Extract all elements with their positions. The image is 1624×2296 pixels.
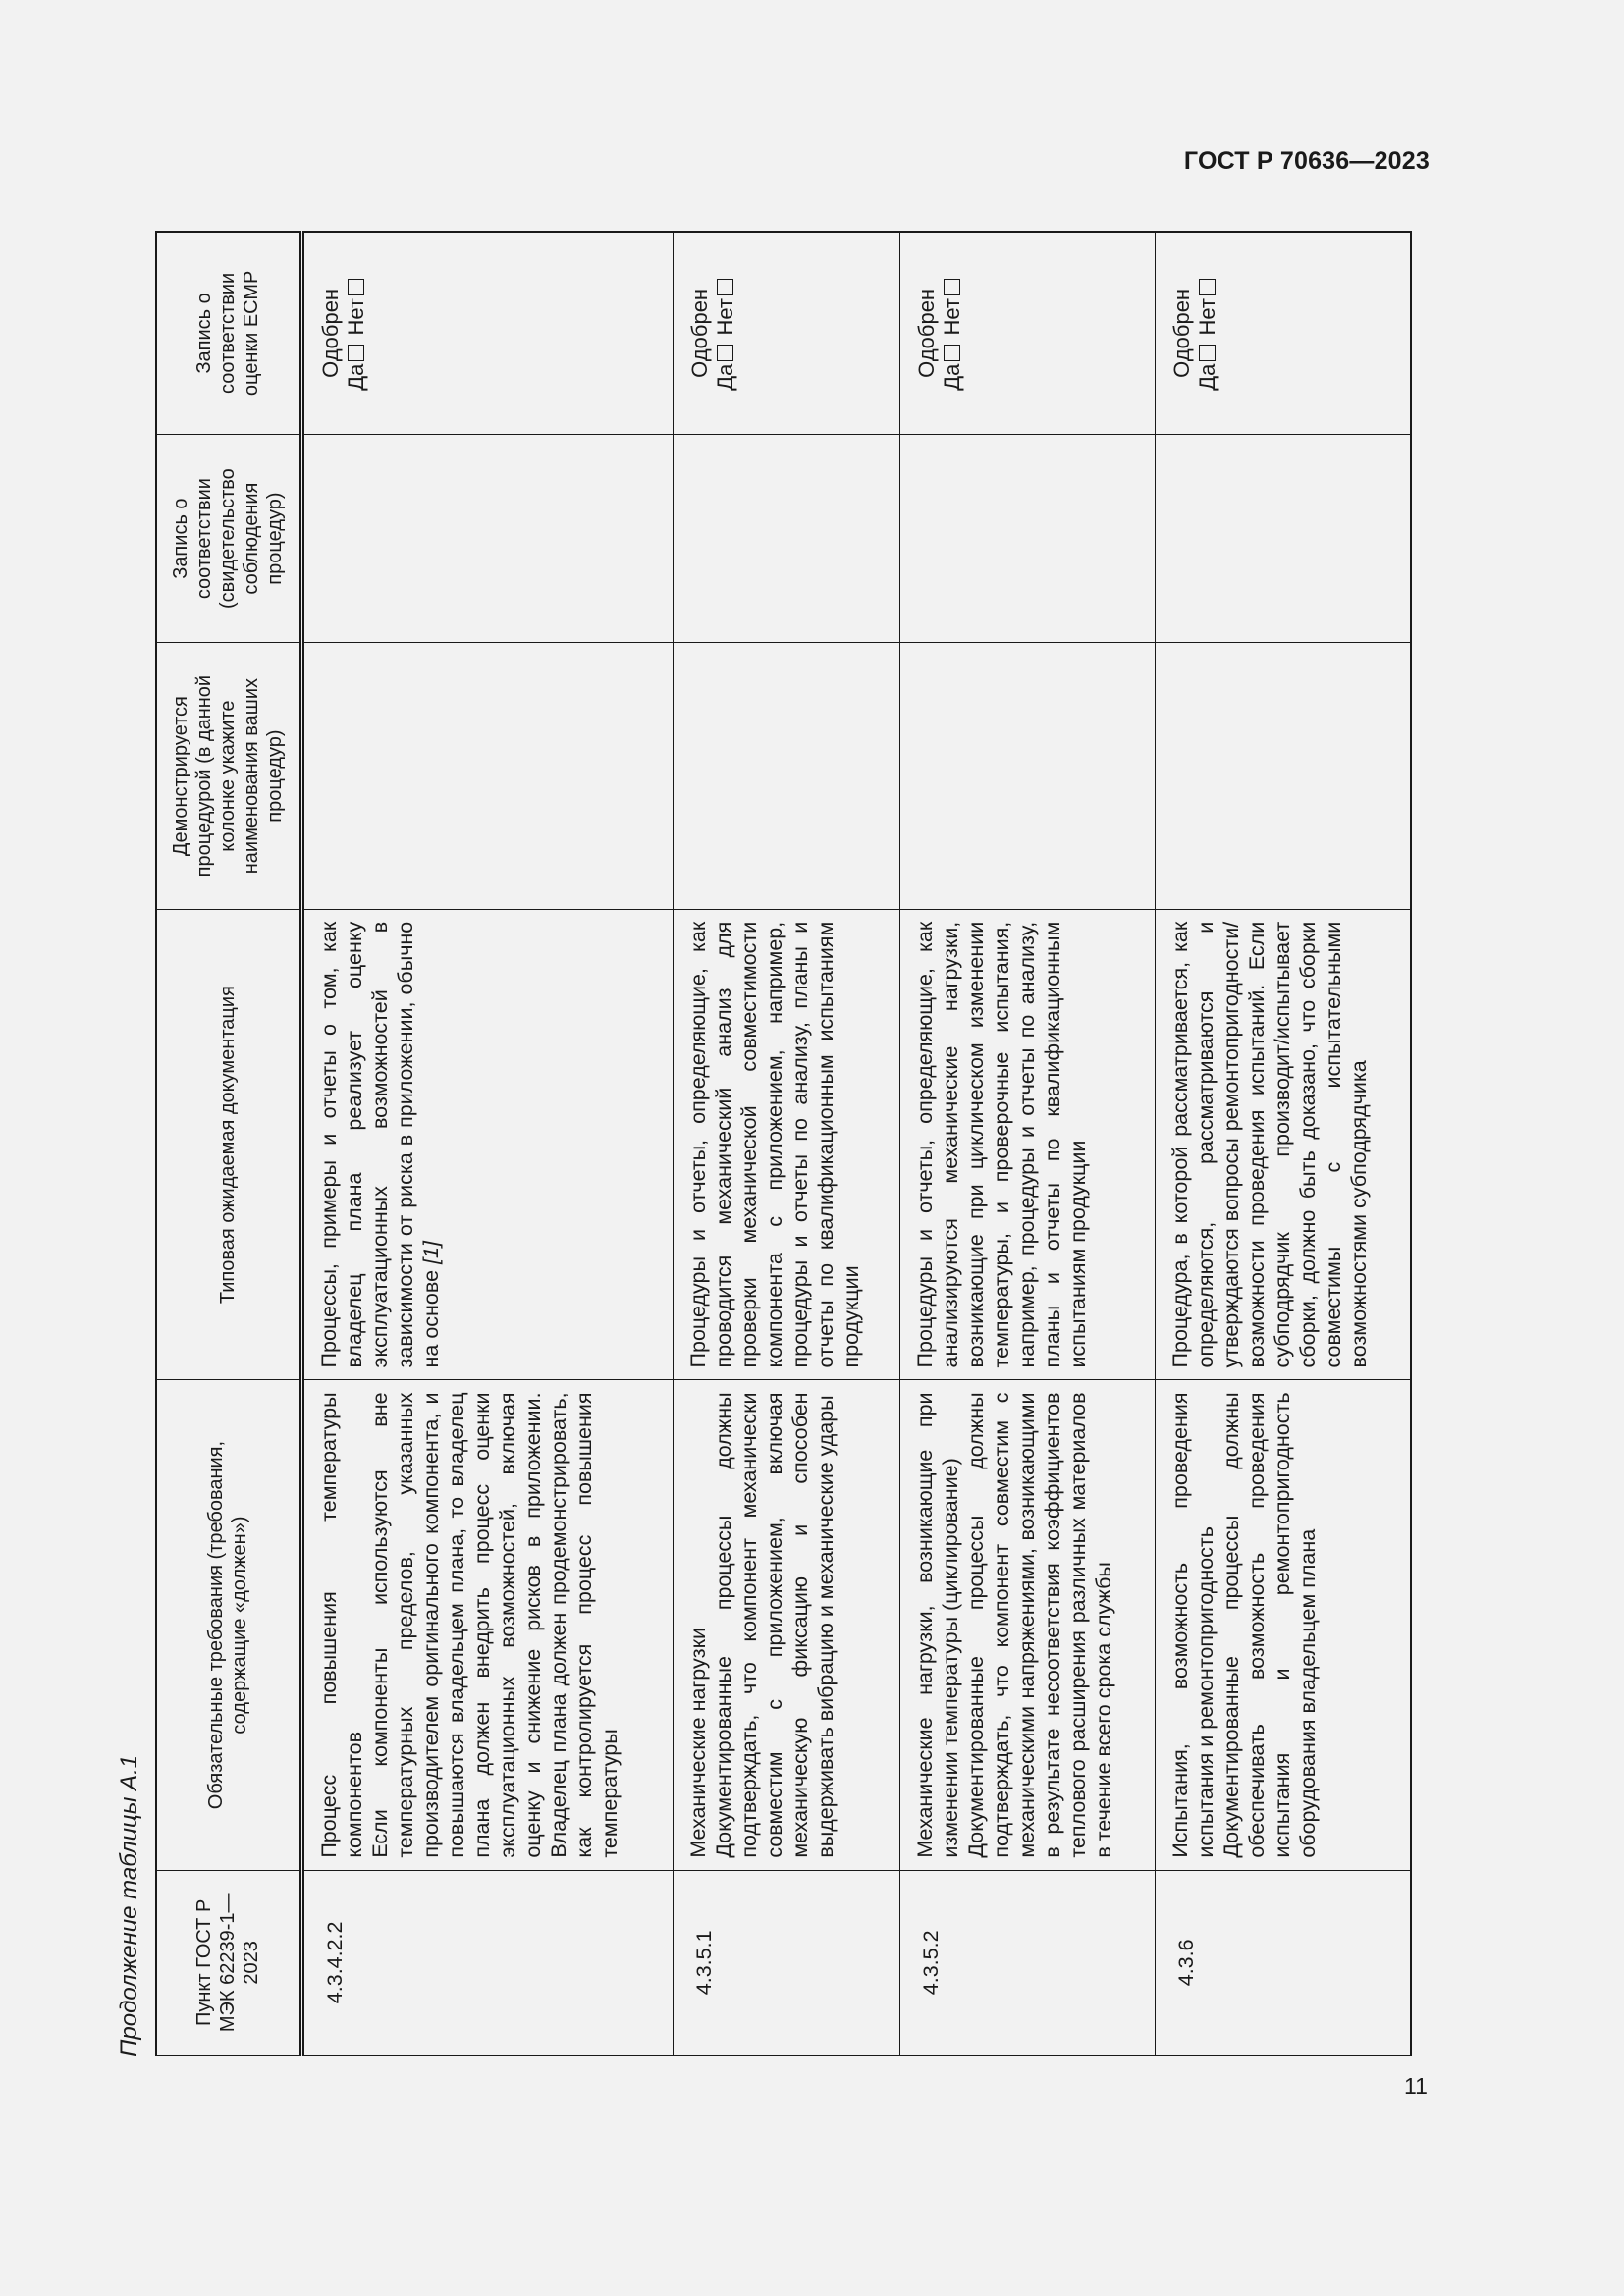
requirement-cell bbox=[673, 1380, 899, 1870]
no-checkbox[interactable] bbox=[1199, 279, 1216, 295]
clause-cell: 4.3.5.1 bbox=[673, 1870, 899, 2056]
no-label: Нет bbox=[712, 298, 737, 336]
approval-cell bbox=[301, 232, 673, 434]
requirement-text: Если компоненты используются вне температурных пределов, указанных производителем оригинального компонента, и повышаются владельцем плана, то владелец плана должен внедрить процесс оценки эксплуатационных возможностей, включая оценку и снижение рисков в приложении. Владелец плана должен продемонстрировать, как контролируется процесс повышения температуры bbox=[367, 1392, 622, 1858]
no-checkbox[interactable] bbox=[944, 279, 960, 295]
no-label: Нет bbox=[939, 298, 964, 336]
requirement-text: Документированные процессы должны обеспечивать возможность проведения испытания и ремонтопригодность оборудования владельцем плана bbox=[1218, 1392, 1320, 1858]
header-demonstrated: Демонстрируется процедурой (в данной колонке укажите наименования ваших процедур) bbox=[156, 643, 301, 909]
documentation-text: Процедуры и отчеты, определяющие, как проводится механический анализ для проверки механической совместимости компонента с приложением, например, процедуры и отчеты по анализу, планы и отчеты по квалификационным испытаниям продукции bbox=[685, 921, 863, 1368]
requirement-title: Механические нагрузки, возникающие при изменении температуры (циклирование) bbox=[912, 1392, 962, 1858]
document-id: ГОСТ Р 70636—2023 bbox=[1183, 147, 1430, 175]
requirement-title: Испытания, возможность проведения испытания и ремонтопригодность bbox=[1167, 1392, 1218, 1858]
table-row bbox=[899, 232, 1155, 2056]
record-cell bbox=[301, 434, 673, 643]
yes-label: Да bbox=[343, 363, 368, 391]
table-row bbox=[673, 232, 899, 2056]
no-checkbox[interactable] bbox=[717, 279, 733, 295]
header-documentation: Типовая ожидаемая документация bbox=[156, 909, 301, 1380]
yes-checkbox[interactable] bbox=[717, 345, 733, 361]
requirement-title: Процесс повышения температуры компонентов bbox=[316, 1392, 366, 1858]
clause-cell: 4.3.6 bbox=[1155, 1870, 1411, 2056]
clause-cell: 4.3.5.2 bbox=[899, 1870, 1155, 2056]
approval-cell bbox=[673, 232, 899, 434]
documentation-cell bbox=[899, 909, 1155, 1380]
demonstrated-cell bbox=[673, 643, 899, 909]
no-checkbox[interactable] bbox=[348, 279, 364, 295]
yes-checkbox[interactable] bbox=[1199, 345, 1216, 361]
yes-checkbox[interactable] bbox=[944, 345, 960, 361]
demonstrated-cell bbox=[301, 643, 673, 909]
approval-cell bbox=[899, 232, 1155, 434]
table-caption: Продолжение таблицы А.1 bbox=[116, 1754, 142, 2056]
header-requirements: Обязательные требования (требования, содержащие «должен») bbox=[156, 1380, 301, 1870]
yes-label: Да bbox=[939, 363, 964, 391]
yes-checkbox[interactable] bbox=[348, 345, 364, 361]
header-assessment: Запись о соответствии оценки ЕСМР bbox=[156, 232, 301, 434]
demonstrated-cell bbox=[1155, 643, 1411, 909]
requirement-cell bbox=[1155, 1380, 1411, 1870]
table-row bbox=[301, 232, 673, 2056]
approval-label: Одобрен bbox=[1168, 288, 1194, 378]
table-header-row bbox=[156, 232, 301, 2056]
requirement-cell bbox=[301, 1380, 673, 1870]
requirement-text: Документированные процессы должны подтверждать, что компонент механически совместим с приложением, включая механическую фиксацию и способен выдерживать вибрацию и механические удары bbox=[711, 1392, 838, 1858]
requirements-table bbox=[155, 231, 1412, 2056]
approval-label: Одобрен bbox=[686, 288, 712, 378]
approval-label: Одобрен bbox=[913, 288, 939, 378]
yes-label: Да bbox=[712, 363, 737, 391]
documentation-text: Процессы, примеры и отчеты о том, как владелец плана реализует оценку эксплуатационных возможностей в зависимости от риска в приложении, обычно на основе bbox=[316, 921, 443, 1368]
requirement-title: Механические нагрузки bbox=[685, 1628, 710, 1858]
requirement-cell bbox=[899, 1380, 1155, 1870]
requirement-text: Документированные процессы должны подтверждать, что компонент совместим с механическими напряжениями, возникающими в результате несоответствия коэффициентов теплового расширения различных материалов в течение всего срока службы bbox=[963, 1392, 1115, 1858]
documentation-text: Процедура, в которой рассматривается, как определяются, рассматриваются и утверждаются вопросы ремонтопригодности/возможности проведения испытаний. Если субподрядчик производит/испытывает сборки, должно быть доказано, что сборки совместимы с испытательными возможностями субподрядчика bbox=[1167, 921, 1371, 1368]
no-label: Нет bbox=[343, 298, 368, 336]
clause-cell: 4.3.4.2.2 bbox=[301, 1870, 673, 2056]
documentation-cell bbox=[301, 909, 673, 1380]
yes-label: Да bbox=[1194, 363, 1219, 391]
rotated-table bbox=[155, 231, 1412, 2056]
reference: [1] bbox=[418, 1241, 443, 1264]
record-cell bbox=[673, 434, 899, 643]
record-cell bbox=[899, 434, 1155, 643]
page-number: 11 bbox=[1404, 2073, 1428, 2099]
header-clause: Пункт ГОСТ Р МЭК 62239-1—2023 bbox=[156, 1870, 301, 2056]
approval-cell bbox=[1155, 232, 1411, 434]
documentation-cell bbox=[673, 909, 899, 1380]
documentation-cell bbox=[1155, 909, 1411, 1380]
table-row bbox=[1155, 232, 1411, 2056]
approval-label: Одобрен bbox=[317, 288, 343, 378]
demonstrated-cell bbox=[899, 643, 1155, 909]
documentation-text: Процедуры и отчеты, определяющие, как анализируются механические нагрузки, возникающие при циклическом изменении температуры, и проверочные испытания, например, процедуры и отчеты по анализу, планы и отчеты по квалификационным испытаниям продукции bbox=[912, 921, 1090, 1368]
no-label: Нет bbox=[1194, 298, 1219, 336]
header-record: Запись о соответствии (свидетельство соблюдения процедур) bbox=[156, 434, 301, 643]
record-cell bbox=[1155, 434, 1411, 643]
